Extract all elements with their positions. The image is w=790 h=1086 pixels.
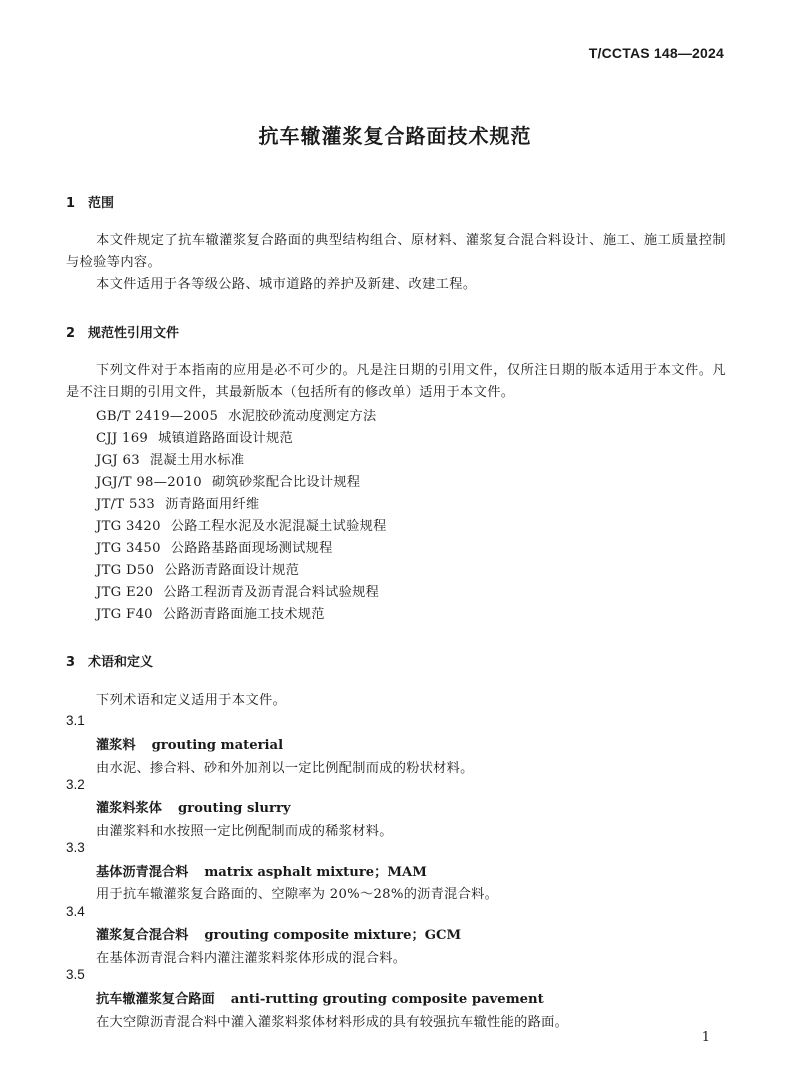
document-title: 抗车辙灌浆复合路面技术规范	[258, 124, 532, 148]
reference-title: 混凝土用水标准	[149, 453, 245, 468]
term-definition: 由水泥、掺合料、砂和外加剂以一定比例配制而成的粉状材料。	[96, 761, 474, 776]
reference-title: 公路工程水泥及水泥混凝土试验规程	[170, 519, 387, 534]
reference-code: JTG 3420	[96, 519, 161, 534]
section-1-heading	[66, 192, 114, 211]
reference-item	[96, 603, 325, 622]
term-en: matrix asphalt mixture；MAM	[204, 865, 427, 880]
reference-title: 公路沥青路面施工技术规范	[162, 607, 325, 622]
term-definition: 在基体沥青混合料内灌注灌浆料浆体形成的混合料。	[96, 951, 407, 966]
section-title: 规范性引用文件	[88, 326, 180, 341]
term-en: grouting material	[151, 738, 284, 753]
term-heading	[96, 924, 461, 943]
section-1-paragraph-2: 本文件适用于各等级公路、城市道路的养护及新建、改建工程。	[96, 277, 477, 292]
reference-item	[96, 581, 379, 600]
term-zh: 基体沥青混合料	[96, 865, 189, 880]
term-number: 3.5	[66, 967, 85, 982]
section-2-intro: 下列文件对于本指南的应用是必不可少的。凡是注日期的引用文件，仅所注日期的版本适用于本文件。凡是不注日期的引用文件，其最新版本（包括所有的修改单）适用于本文件。	[66, 363, 726, 400]
section-2-heading	[66, 322, 179, 341]
term-en: grouting composite mixture；GCM	[204, 928, 462, 943]
reference-code: JGJ/T 98—2010	[96, 475, 202, 490]
reference-code: JTG 3450	[96, 541, 161, 556]
reference-item	[96, 537, 333, 556]
term-en: grouting slurry	[177, 801, 291, 816]
reference-item	[96, 449, 244, 468]
section-3-intro: 下列术语和定义适用于本文件。	[96, 693, 287, 708]
term-zh: 抗车辙灌浆复合路面	[96, 992, 215, 1007]
term-zh: 灌浆料	[96, 738, 136, 753]
reference-code: JTG E20	[96, 585, 154, 600]
term-zh: 灌浆料浆体	[96, 801, 162, 816]
term-zh: 灌浆复合混合料	[96, 928, 189, 943]
reference-code: JTG D50	[96, 563, 155, 578]
reference-item	[96, 471, 360, 490]
term-definition: 由灌浆料和水按照一定比例配制而成的稀浆材料。	[96, 824, 393, 839]
section-1-paragraph-1: 本文件规定了抗车辙灌浆复合路面的典型结构组合、原材料、灌浆复合混合料设计、施工、施工质量控制与检验等内容。	[66, 233, 726, 270]
reference-item	[96, 427, 293, 446]
term-number: 3.4	[66, 904, 85, 919]
reference-code: CJJ 169	[96, 431, 149, 446]
reference-title: 沥青路面用纤维	[165, 497, 260, 512]
term-heading	[96, 861, 427, 880]
reference-item	[96, 405, 377, 424]
section-number: 3	[66, 655, 76, 670]
term-number: 3.1	[66, 713, 85, 728]
section-number: 2	[66, 326, 76, 341]
term-definition: 在大空隙沥青混合料中灌入灌浆料浆体材料形成的具有较强抗车辙性能的路面。	[96, 1015, 569, 1030]
reference-code: GB/T 2419—2005	[96, 409, 219, 424]
reference-title: 公路工程沥青及沥青混合料试验规程	[163, 585, 380, 600]
reference-title: 城镇道路路面设计规范	[158, 431, 294, 446]
term-number: 3.2	[66, 777, 85, 792]
reference-code: JT/T 533	[96, 497, 156, 512]
term-number: 3.3	[66, 840, 85, 855]
reference-title: 水泥胶砂流动度测定方法	[228, 409, 377, 424]
reference-code: JGJ 63	[96, 453, 140, 468]
reference-title: 公路路基路面现场测试规程	[170, 541, 333, 556]
term-en: anti-rutting grouting composite pavement	[230, 992, 544, 1007]
reference-item	[96, 493, 260, 512]
term-definition: 用于抗车辙灌浆复合路面的、空隙率为 20%～28%的沥青混合料。	[96, 887, 499, 902]
page-number: 1	[701, 1030, 710, 1045]
reference-title: 公路沥青路面设计规范	[164, 563, 300, 578]
term-heading	[96, 734, 283, 753]
reference-item	[96, 559, 299, 578]
document-code: T/CCTAS 148—2024	[588, 45, 724, 61]
reference-title: 砌筑砂浆配合比设计规程	[211, 475, 361, 490]
section-title: 术语和定义	[88, 655, 154, 670]
term-heading	[96, 797, 291, 816]
term-heading	[96, 988, 544, 1007]
section-3-heading	[66, 651, 153, 670]
section-number: 1	[66, 196, 76, 211]
section-title: 范围	[88, 196, 115, 211]
reference-item	[96, 515, 387, 534]
reference-code: JTG F40	[96, 607, 153, 622]
